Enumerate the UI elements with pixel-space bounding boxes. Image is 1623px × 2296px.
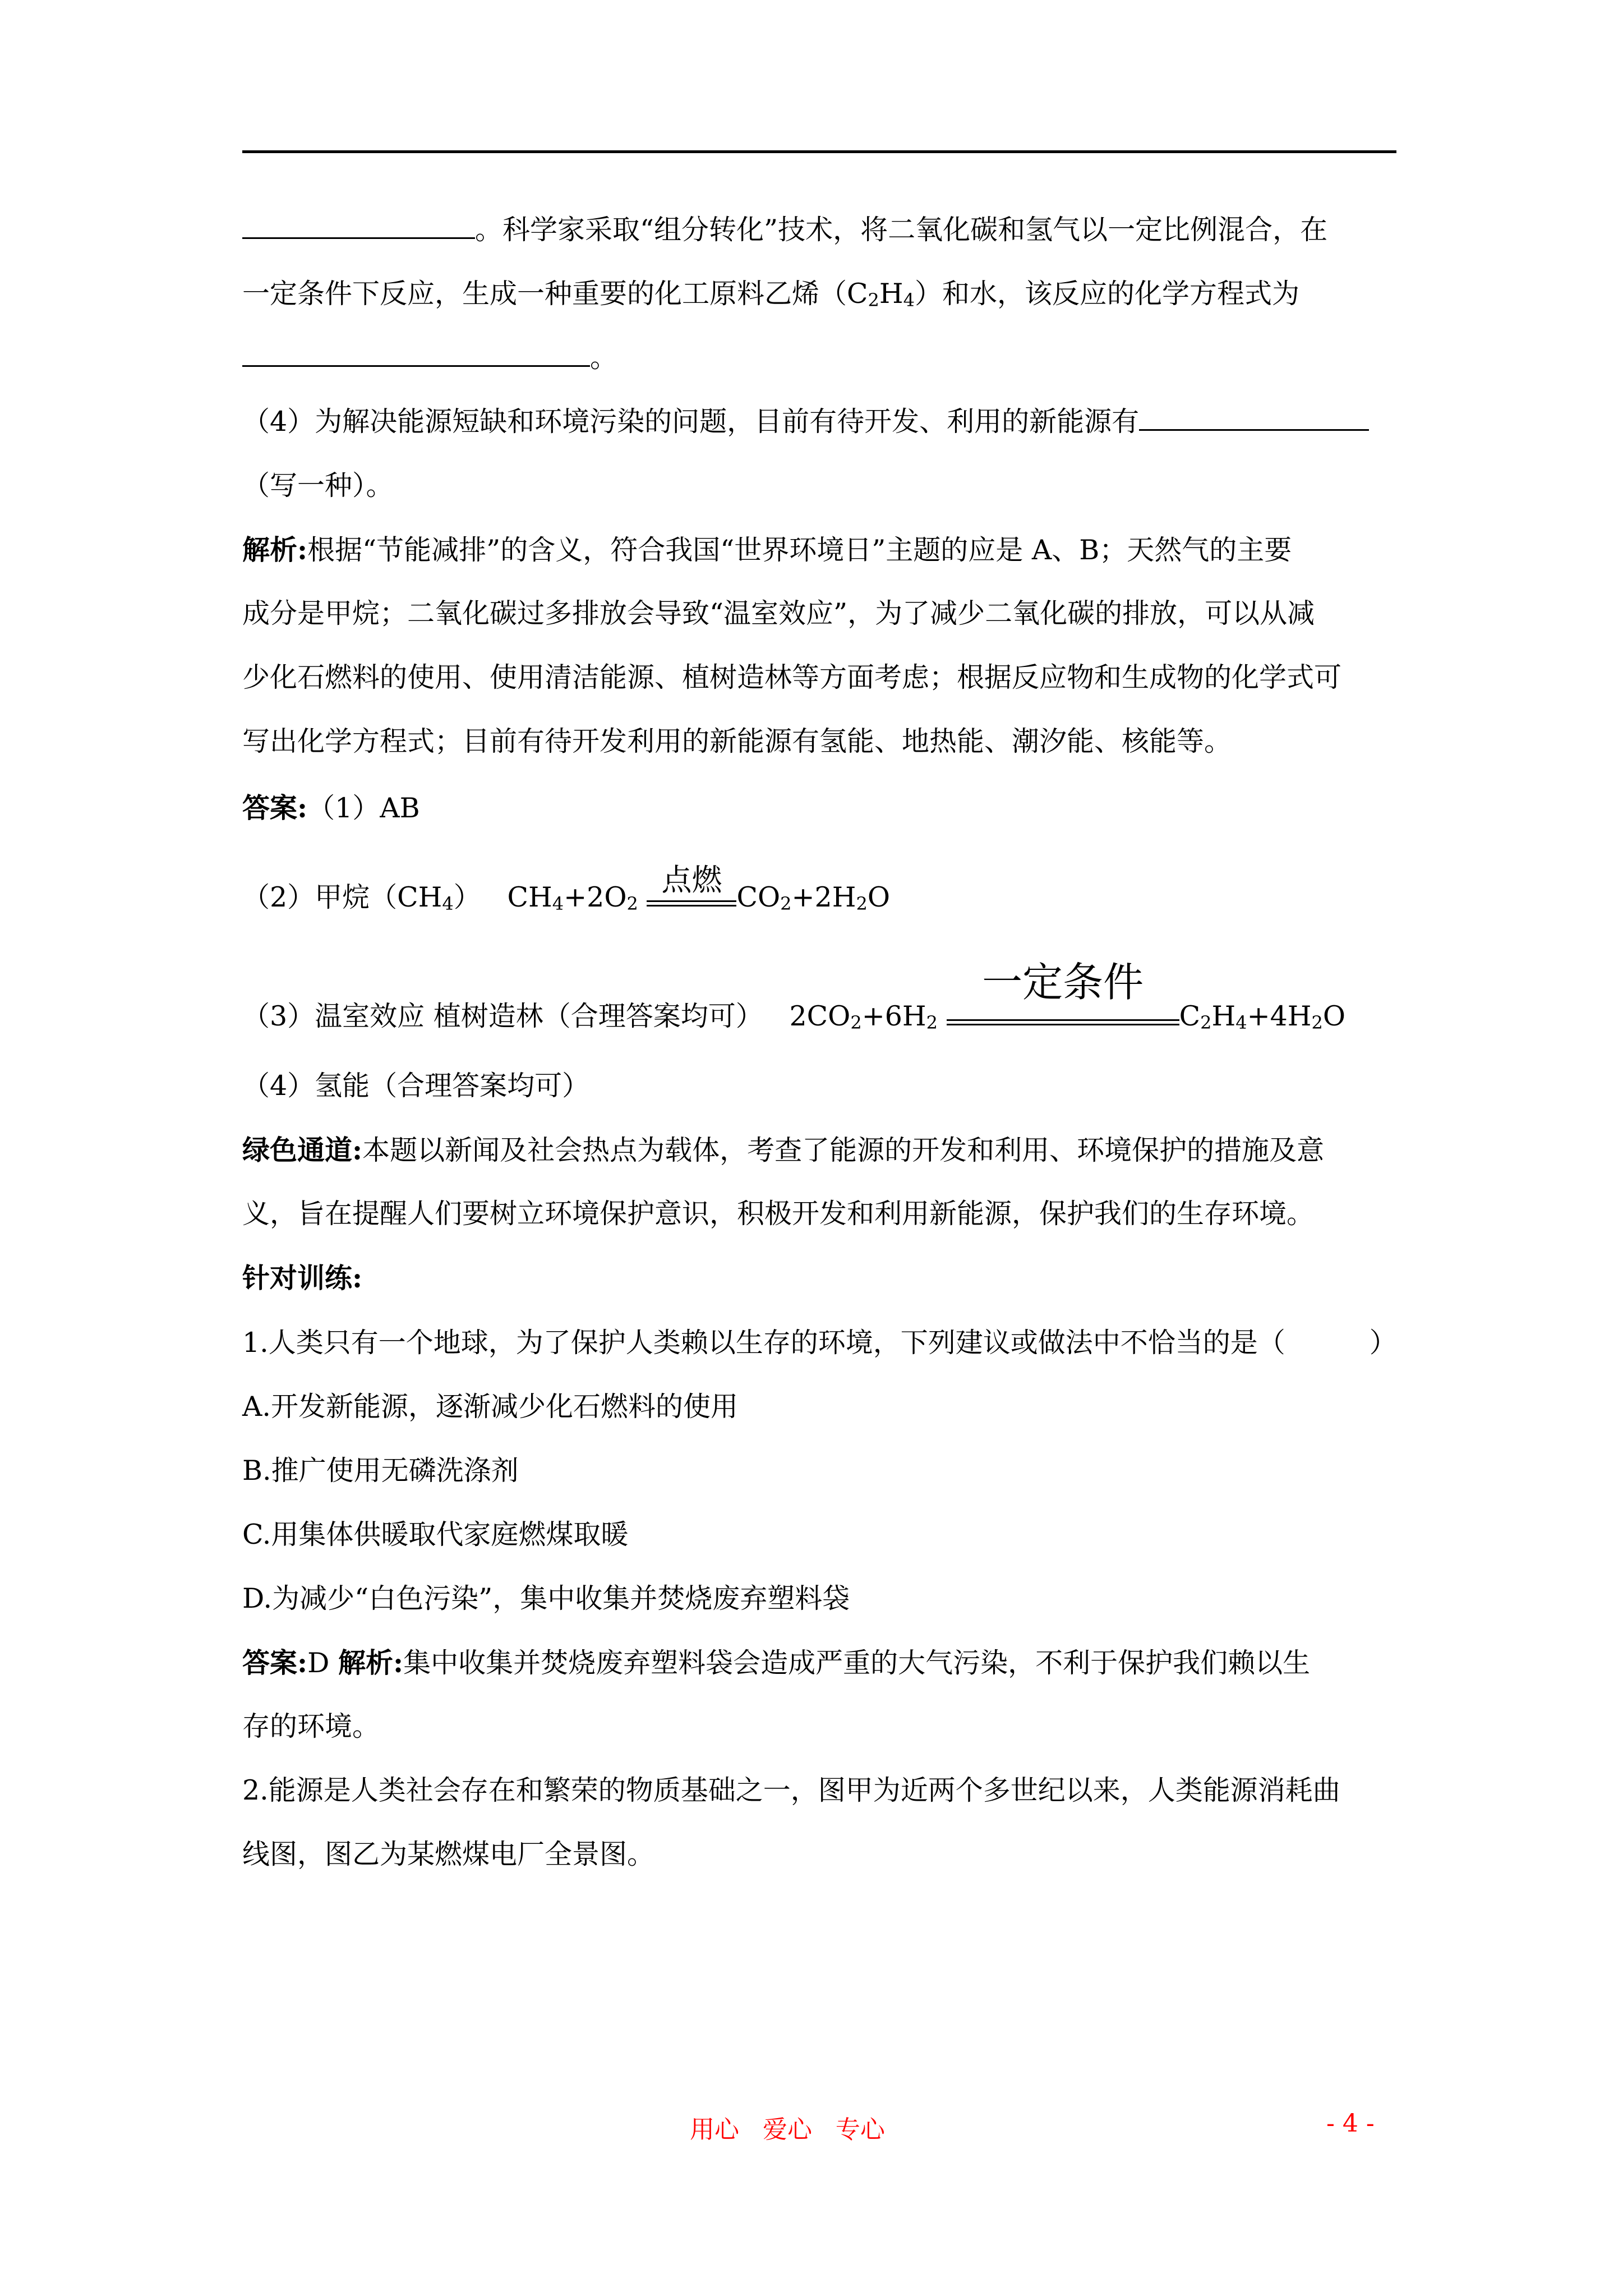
equation-condition: 一定条件: [982, 959, 1144, 1006]
page-number: - 4 -: [1326, 2109, 1375, 2138]
green-channel-line: 绿色通道:本题以新闻及社会热点为载体，考查了能源的开发和利用、环境保护的措施及意: [242, 1134, 1325, 1166]
equation-condition: 点燃: [661, 862, 722, 898]
answer-line-3: （3）温室效应 植树造林（合理答案均可） $2CO_2+6H_2$ 一定条件 $C_2H_4+4H_2O$: [242, 959, 1346, 1033]
text-line: 。: [242, 341, 1409, 375]
answer-line-2: （2）甲烷$(CH_4)$ $CH_4+2O_2$ 点燃 $CO_2+2H_2O$: [242, 862, 890, 914]
question-2: 2.能源是人类社会存在和繁荣的物质基础之一，图甲为近两个多世纪以来，人类能源消耗曲: [242, 1774, 1340, 1806]
text-line: （4）为解决能源短缺和环境污染的问题，目前有待开发、利用的新能源有: [242, 405, 1409, 439]
analysis-label: 解析:: [242, 533, 308, 566]
option-b: B.推广使用无磷洗涤剂: [242, 1455, 519, 1487]
analysis-line: 少化石燃料的使用、使用清洁能源、植树造林等方面考虑；根据反应物和生成物的化学式可: [242, 661, 1342, 693]
green-channel-label: 绿色通道:: [242, 1134, 363, 1166]
option-d: D.为减少“白色污染”，集中收集并焚烧废弃塑料袋: [242, 1582, 850, 1614]
text-line: （写一种）。: [242, 470, 394, 501]
analysis-line: 解析:根据“节能减排”的含义，符合我国“世界环境日”主题的应是 A、B；天然气的主要: [242, 533, 1292, 566]
fill-blank: [1139, 407, 1369, 431]
analysis-line: 写出化学方程式；目前有待开发利用的新能源有氢能、地热能、潮汐能、核能等。: [242, 725, 1232, 757]
option-a: A.开发新能源，逐渐减少化石燃料的使用: [242, 1391, 738, 1423]
practice-heading: 针对训练:: [242, 1262, 363, 1294]
answer-1-line: 存的环境。: [242, 1710, 380, 1742]
answer-label: 答案:: [242, 792, 308, 824]
analysis-line: 成分是甲烷；二氧化碳过多排放会导致“温室效应”，为了减少二氧化碳的排放，可以从减: [242, 597, 1315, 629]
header-rule: [242, 150, 1396, 153]
equation-arrow: [647, 862, 736, 907]
text-line: 。科学家采取“组分转化”技术，将二氧化碳和氢气以一定比例混合，在: [242, 213, 1409, 247]
question-1: 1.人类只有一个地球，为了保护人类赖以生存的环境，下列建议或做法中不恰当的是（ ）: [242, 1327, 1397, 1359]
equation-arrow: [947, 959, 1179, 1025]
text-line: 一定条件下反应，生成一种重要的化工原料乙烯$(C_2H_4)$和水，该反应的化学方程式为: [242, 278, 1299, 311]
question-2: 线图，图乙为某燃煤电厂全景图。: [242, 1838, 655, 1870]
fill-blank: [242, 343, 590, 367]
answer-line: （4）氢能（合理答案均可）: [242, 1070, 590, 1102]
footer-motto: 用心 爱心 专心: [690, 2115, 885, 2144]
answer-1-line: 答案:D 解析:集中收集并焚烧废弃塑料袋会造成严重的大气污染，不利于保护我们赖以生: [242, 1646, 1311, 1679]
fill-blank: [242, 215, 475, 239]
green-channel-line: 义，旨在提醒人们要树立环境保护意识，积极开发和利用新能源，保护我们的生存环境。: [242, 1198, 1315, 1230]
answer-line: 答案:（1）AB: [242, 792, 420, 824]
option-c: C.用集体供暖取代家庭燃煤取暖: [242, 1519, 629, 1550]
